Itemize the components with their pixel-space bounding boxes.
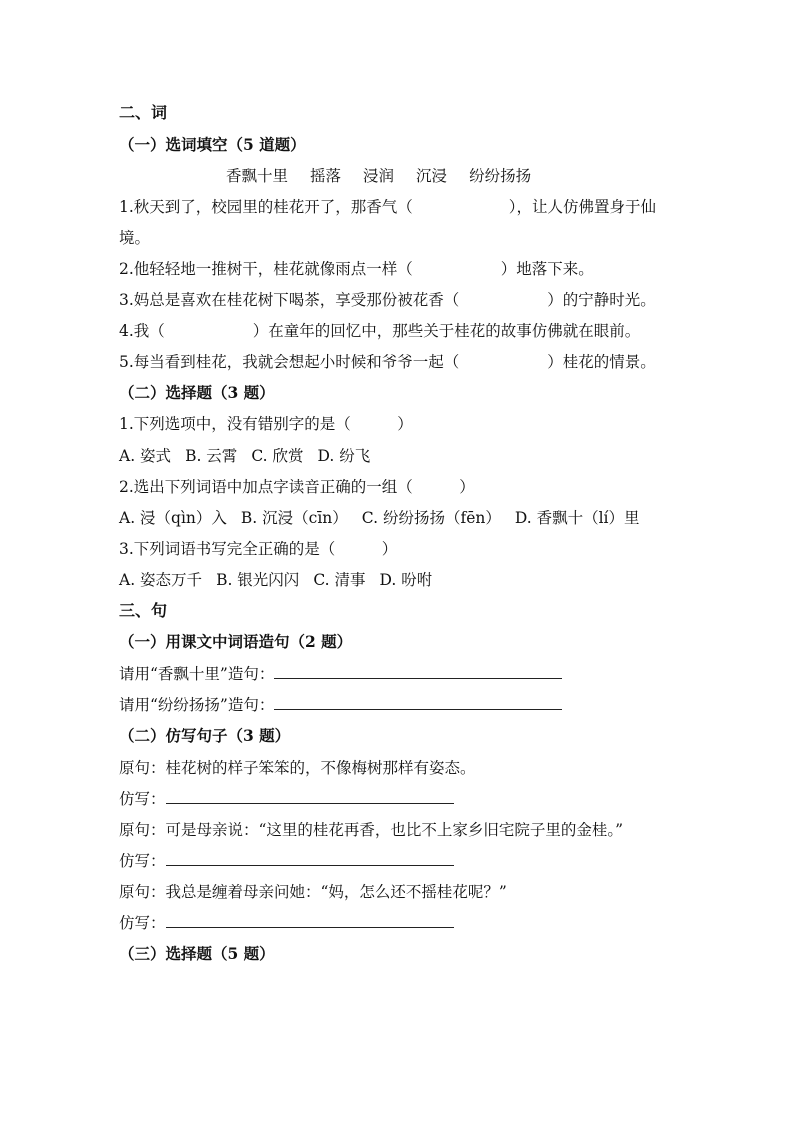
prompt-text: 仿写：	[119, 790, 166, 808]
question-fill-5	[119, 352, 656, 372]
question-text: 3.妈总是喜欢在桂花树下喝茶，享受那份被花香（	[119, 291, 460, 309]
option[interactable]: C. 清事	[313, 571, 366, 589]
question-fill-2	[119, 259, 594, 279]
answer-line[interactable]	[274, 695, 562, 710]
section-title-sentences: 三、句	[119, 601, 168, 620]
original-sentence-1: 原句：桂花树的样子笨笨的，不像梅树那样有姿态。	[119, 759, 476, 777]
choice-options-3	[119, 570, 446, 590]
make-sentence-2	[119, 695, 562, 715]
choice-question-1: 1.下列选项中，没有错别字的是（ ）	[119, 415, 413, 433]
option[interactable]: D. 香飘十（lí）里	[514, 509, 640, 527]
question-text: ）的宁静时光。	[547, 291, 656, 309]
option[interactable]: C. 纷纷扬扬（fēn）	[361, 509, 501, 527]
answer-line[interactable]	[274, 664, 562, 679]
make-sentence-1	[119, 664, 562, 684]
word-bank-item: 沉浸	[416, 167, 448, 185]
prompt-text: 请用“香飘十里”造句：	[119, 665, 275, 683]
section-title-words: 二、词	[119, 103, 168, 122]
part-title-make-sentence: （一）用课文中词语造句（2 题）	[119, 632, 353, 651]
question-text: 1.秋天到了，校园里的桂花开了，那香气（	[119, 198, 413, 216]
imitate-line-1	[119, 789, 454, 809]
question-text: 4.我（	[119, 322, 165, 340]
original-sentence-3: 原句：我总是缠着母亲问她：“妈，怎么还不摇桂花呢？”	[119, 883, 507, 901]
question-text: ）桂花的情景。	[547, 353, 656, 371]
word-bank	[226, 166, 553, 186]
part-title-fill-in: （一）选词填空（5 道题）	[119, 135, 306, 154]
original-sentence-2: 原句：可是母亲说：“这里的桂花再香，也比不上家乡旧宅院子里的金桂。”	[119, 821, 624, 839]
prompt-text: 仿写：	[119, 852, 166, 870]
prompt-text: 请用“纷纷扬扬”造句：	[119, 696, 275, 714]
option[interactable]: B. 沉浸（cīn）	[240, 509, 348, 527]
question-fill-1	[119, 197, 656, 217]
answer-line[interactable]	[166, 913, 454, 928]
question-text: ）地落下来。	[500, 260, 594, 278]
choice-options-1	[119, 446, 384, 466]
imitate-line-2	[119, 851, 454, 871]
part-title-imitate: （二）仿写句子（3 题）	[119, 726, 291, 745]
option[interactable]: A. 浸（qìn）入	[119, 509, 227, 527]
question-fill-4	[119, 321, 640, 341]
word-bank-item: 香飘十里	[226, 167, 289, 185]
option[interactable]: B. 银光闪闪	[216, 571, 300, 589]
question-text: ），让人仿佛置身于仙	[508, 198, 657, 216]
question-text: ）在童年的回忆中，那些关于桂花的故事仿佛就在眼前。	[252, 322, 641, 340]
option[interactable]: A. 姿态万千	[119, 571, 203, 589]
question-text: 5.每当看到桂花，我就会想起小时候和爷爷一起（	[119, 353, 460, 371]
word-bank-item: 浸润	[363, 167, 395, 185]
answer-line[interactable]	[166, 851, 454, 866]
option[interactable]: D. 纷飞	[317, 447, 371, 465]
word-bank-item: 纷纷扬扬	[469, 167, 532, 185]
question-text: 2.他轻轻地一推树干，桂花就像雨点一样（	[119, 260, 413, 278]
answer-line[interactable]	[166, 789, 454, 804]
question-fill-1-cont: 境。	[119, 229, 151, 247]
choice-question-2: 2.选出下列词语中加点字读音正确的一组（ ）	[119, 478, 475, 496]
part-title-choice-2: （三）选择题（5 题）	[119, 944, 275, 963]
part-title-choice: （二）选择题（3 题）	[119, 383, 275, 402]
prompt-text: 仿写：	[119, 914, 166, 932]
word-bank-item: 摇落	[310, 167, 342, 185]
option[interactable]: C. 欣赏	[251, 447, 304, 465]
option[interactable]: B. 云霄	[185, 447, 238, 465]
choice-options-2	[119, 508, 654, 528]
imitate-line-3	[119, 913, 454, 933]
option[interactable]: D. 吩咐	[379, 571, 433, 589]
choice-question-3: 3.下列词语书写完全正确的是（ ）	[119, 540, 398, 558]
option[interactable]: A. 姿式	[119, 447, 172, 465]
question-fill-3	[119, 290, 656, 310]
